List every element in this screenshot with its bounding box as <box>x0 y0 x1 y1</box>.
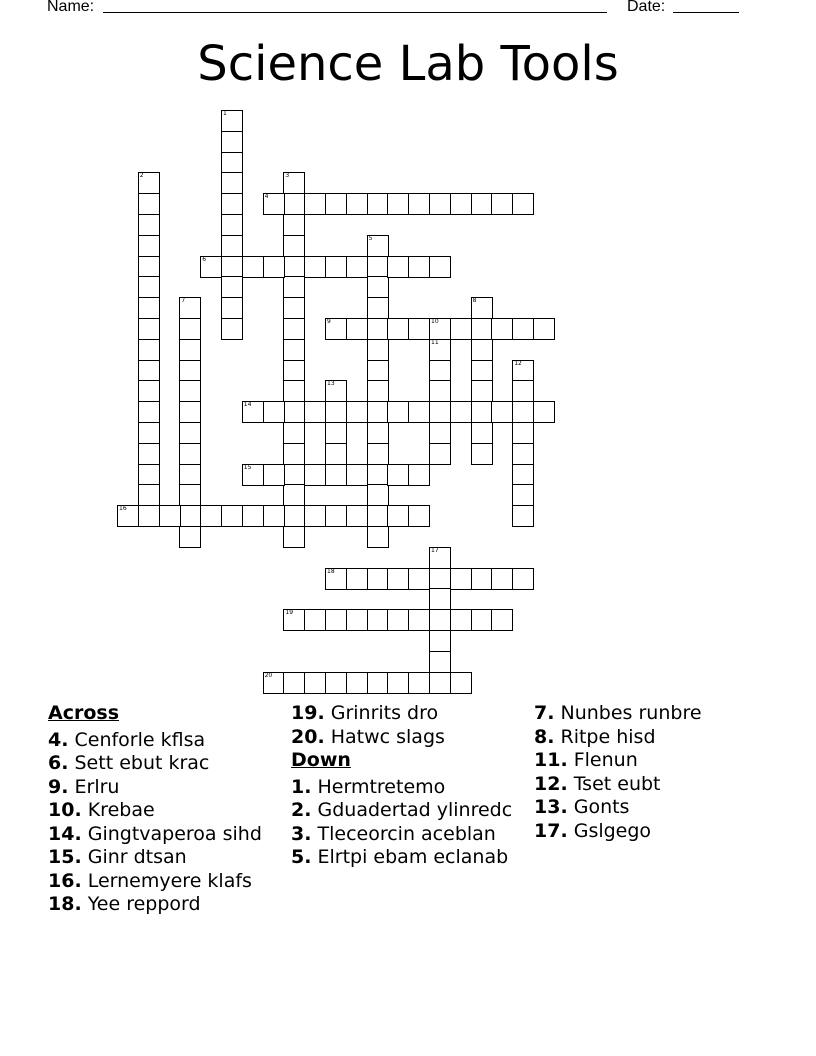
grid-cell[interactable] <box>179 339 201 361</box>
grid-cell[interactable] <box>179 505 201 527</box>
clues-column-1 <box>48 702 280 917</box>
grid-cell[interactable] <box>367 672 389 694</box>
grid-cell[interactable] <box>471 318 493 340</box>
grid-cell[interactable] <box>429 443 451 465</box>
grid-cell[interactable] <box>221 193 243 215</box>
grid-cell[interactable] <box>179 401 201 423</box>
grid-cell[interactable] <box>283 464 305 486</box>
grid-cell[interactable] <box>512 380 534 402</box>
grid-cell[interactable] <box>138 443 160 465</box>
grid-cell[interactable] <box>325 380 347 402</box>
grid-cell[interactable] <box>138 464 160 486</box>
cell-number: 6 <box>202 255 207 263</box>
clue-across-14: 14. Gingtvaperoa sihd <box>48 822 262 845</box>
grid-cell[interactable] <box>221 256 243 278</box>
grid-cell[interactable] <box>367 526 389 548</box>
clue-down-5: 5. Elrtpi ebam eclanab <box>291 846 509 868</box>
grid-cell[interactable] <box>325 464 347 486</box>
grid-cell[interactable] <box>533 401 555 423</box>
grid-cell[interactable] <box>491 609 513 631</box>
grid-cell[interactable] <box>283 172 305 194</box>
grid-cell[interactable] <box>179 422 201 444</box>
grid-cell[interactable] <box>471 422 493 444</box>
grid-cell[interactable] <box>429 318 451 340</box>
grid-cell[interactable] <box>221 318 243 340</box>
cell-number: 10 <box>431 318 439 325</box>
grid-cell[interactable] <box>471 339 493 361</box>
grid-cell[interactable] <box>367 443 389 465</box>
grid-cell[interactable] <box>179 443 201 465</box>
cell-number: 20 <box>264 671 273 679</box>
grid-cell[interactable] <box>471 609 493 631</box>
clue-down-11: 11. Flenun <box>534 749 638 771</box>
grid-cell[interactable] <box>367 422 389 444</box>
grid-cell[interactable] <box>263 256 285 278</box>
grid-cell[interactable] <box>491 568 513 590</box>
grid-cell[interactable] <box>283 193 305 215</box>
grid-cell[interactable] <box>387 193 409 215</box>
grid-cell[interactable] <box>325 256 347 278</box>
down-heading: Down <box>291 749 351 771</box>
grid-cell[interactable] <box>138 214 160 236</box>
grid-cell[interactable] <box>325 193 347 215</box>
grid-cell[interactable] <box>346 464 368 486</box>
grid-cell[interactable] <box>346 318 368 340</box>
grid-cell[interactable] <box>471 297 493 319</box>
cell-number: 18 <box>327 567 335 575</box>
clues-column-3 <box>534 702 774 843</box>
clue-down-12: 12. Tset eubt <box>534 772 661 795</box>
grid-cell[interactable] <box>221 235 243 257</box>
grid-cell[interactable] <box>283 609 305 631</box>
grid-cell[interactable] <box>179 464 201 486</box>
grid-cell[interactable] <box>283 401 305 423</box>
grid-cell[interactable] <box>138 484 160 506</box>
grid-cell[interactable] <box>304 505 326 527</box>
cell-number: 4 <box>264 193 269 201</box>
clue-down-8: 8. Ritpe hisd <box>534 725 656 748</box>
grid-cell[interactable] <box>242 256 264 278</box>
cell-number: 5 <box>368 234 373 242</box>
grid-cell[interactable] <box>512 505 534 527</box>
grid-cell[interactable] <box>283 276 305 298</box>
grid-cell[interactable] <box>408 193 430 215</box>
clue-across-20: 20. Hatwc slags <box>291 725 445 748</box>
grid-cell[interactable] <box>367 401 389 423</box>
grid-cell[interactable] <box>242 505 264 527</box>
grid-cell[interactable] <box>367 256 389 278</box>
grid-cell[interactable] <box>367 235 389 257</box>
grid-cell[interactable] <box>346 193 368 215</box>
grid-cell[interactable] <box>221 152 243 174</box>
grid-cell[interactable] <box>283 380 305 402</box>
grid-cell[interactable] <box>304 401 326 423</box>
grid-cell[interactable] <box>512 484 534 506</box>
grid-cell[interactable] <box>408 464 430 486</box>
grid-cell[interactable] <box>283 297 305 319</box>
grid-cell[interactable] <box>159 505 181 527</box>
cell-number: 16 <box>119 505 127 513</box>
cell-number: 12 <box>514 359 522 367</box>
grid-cell[interactable] <box>325 505 347 527</box>
grid-cell[interactable] <box>325 318 347 340</box>
grid-cell[interactable] <box>471 443 493 465</box>
cell-number: 9 <box>327 318 331 325</box>
grid-cell[interactable] <box>179 526 201 548</box>
cell-number: 7 <box>181 297 186 305</box>
grid-cell[interactable] <box>179 297 201 319</box>
clue-down-7: 7. Nunbes runbre <box>534 702 702 724</box>
grid-cell[interactable] <box>387 609 409 631</box>
grid-cell[interactable] <box>138 401 160 423</box>
grid-cell[interactable] <box>346 401 368 423</box>
grid-cell[interactable] <box>367 505 389 527</box>
grid-cell[interactable] <box>263 505 285 527</box>
grid-cell[interactable] <box>367 193 389 215</box>
clue-across-16: 16. Lernemyere klafs <box>48 869 252 892</box>
grid-cell[interactable] <box>367 318 389 340</box>
grid-cell[interactable] <box>138 297 160 319</box>
grid-cell[interactable] <box>179 318 201 340</box>
cell-number: 17 <box>431 546 439 554</box>
grid-cell[interactable] <box>221 276 243 298</box>
grid-cell[interactable] <box>138 276 160 298</box>
grid-cell[interactable] <box>179 380 201 402</box>
clue-across-10: 10. Krebae <box>48 799 155 821</box>
cell-number: 15 <box>243 463 252 471</box>
grid-cell[interactable] <box>387 256 409 278</box>
grid-cell[interactable] <box>367 380 389 402</box>
cell-number: 1 <box>223 110 227 117</box>
grid-cell[interactable] <box>367 464 389 486</box>
grid-cell[interactable] <box>387 568 409 590</box>
grid-cell[interactable] <box>325 401 347 423</box>
grid-cell[interactable] <box>221 214 243 236</box>
grid-cell[interactable] <box>367 568 389 590</box>
grid-cell[interactable] <box>387 672 409 694</box>
grid-cell[interactable] <box>283 672 305 694</box>
grid-cell[interactable] <box>367 360 389 382</box>
grid-cell[interactable] <box>242 401 264 423</box>
grid-cell[interactable] <box>429 568 451 590</box>
across-heading: Across <box>48 702 120 724</box>
date-label: Date: <box>627 0 666 15</box>
grid-cell[interactable] <box>367 609 389 631</box>
grid-cell[interactable] <box>283 256 305 278</box>
grid-cell[interactable] <box>117 505 139 527</box>
grid-cell[interactable] <box>138 505 160 527</box>
grid-cell[interactable] <box>263 401 285 423</box>
clue-across-19: 19. Grinrits dro <box>291 702 439 724</box>
grid-cell[interactable] <box>512 568 534 590</box>
grid-cell[interactable] <box>491 318 513 340</box>
grid-cell[interactable] <box>387 464 409 486</box>
grid-cell[interactable] <box>138 422 160 444</box>
grid-cell[interactable] <box>138 360 160 382</box>
grid-cell[interactable] <box>512 464 534 486</box>
grid-cell[interactable] <box>304 464 326 486</box>
grid-cell[interactable] <box>429 360 451 382</box>
grid-cell[interactable] <box>512 443 534 465</box>
cell-number: 2 <box>139 172 144 180</box>
grid-cell[interactable] <box>408 568 430 590</box>
grid-cell[interactable] <box>346 568 368 590</box>
grid-cell[interactable] <box>408 256 430 278</box>
name-label: Name: <box>47 0 95 15</box>
grid-cell[interactable] <box>429 256 451 278</box>
grid-cell[interactable] <box>450 318 472 340</box>
grid-cell[interactable] <box>325 672 347 694</box>
grid-cell[interactable] <box>346 609 368 631</box>
grid-cell[interactable] <box>429 422 451 444</box>
grid-cell[interactable] <box>179 484 201 506</box>
grid-cell[interactable] <box>138 193 160 215</box>
grid-cell[interactable] <box>450 672 472 694</box>
grid-cell[interactable] <box>429 630 451 652</box>
grid-cell[interactable] <box>325 443 347 465</box>
grid-cell[interactable] <box>283 360 305 382</box>
grid-cell[interactable] <box>221 131 243 153</box>
clue-down-2: 2. Gduadertad ylinredc <box>291 799 513 821</box>
grid-cell[interactable] <box>346 505 368 527</box>
grid-cell[interactable] <box>138 256 160 278</box>
clue-down-17: 17. Gslgego <box>534 819 652 842</box>
grid-cell[interactable] <box>283 443 305 465</box>
grid-cell[interactable] <box>138 235 160 257</box>
grid-cell[interactable] <box>283 526 305 548</box>
grid-cell[interactable] <box>471 380 493 402</box>
grid-cell[interactable] <box>367 339 389 361</box>
grid-cell[interactable] <box>450 568 472 590</box>
grid-cell[interactable] <box>450 193 472 215</box>
grid-cell[interactable] <box>304 609 326 631</box>
grid-cell[interactable] <box>138 339 160 361</box>
grid-cell[interactable] <box>138 172 160 194</box>
grid-cell[interactable] <box>512 318 534 340</box>
clue-across-6: 6. Sett ebut krac <box>48 752 210 774</box>
grid-cell[interactable] <box>471 193 493 215</box>
clue-down-13: 13. Gonts <box>534 796 630 818</box>
grid-cell[interactable] <box>387 505 409 527</box>
grid-cell[interactable] <box>138 318 160 340</box>
grid-cell[interactable] <box>429 401 451 423</box>
clue-down-3: 3. Tleceorcin aceblan <box>291 822 496 845</box>
grid-cell[interactable] <box>408 672 430 694</box>
grid-cell[interactable] <box>367 297 389 319</box>
cell-number: 14 <box>243 401 252 409</box>
grid-cell[interactable] <box>408 609 430 631</box>
grid-cell[interactable] <box>346 672 368 694</box>
grid-cell[interactable] <box>491 193 513 215</box>
grid-cell[interactable] <box>325 568 347 590</box>
grid-cell[interactable] <box>283 318 305 340</box>
grid-cell[interactable] <box>242 464 264 486</box>
grid-cell[interactable] <box>512 360 534 382</box>
grid-cell[interactable] <box>283 505 305 527</box>
grid-cell[interactable] <box>471 401 493 423</box>
grid-cell[interactable] <box>429 380 451 402</box>
grid-cell[interactable] <box>221 110 243 132</box>
clue-across-18: 18. Yee reppord <box>48 893 201 915</box>
grid-cell[interactable] <box>429 651 451 673</box>
grid-cell[interactable] <box>200 256 222 278</box>
grid-cell[interactable] <box>138 380 160 402</box>
grid-cell[interactable] <box>367 484 389 506</box>
clue-down-1: 1. Hermtretemo <box>291 775 446 798</box>
grid-cell[interactable] <box>325 609 347 631</box>
cell-number: 13 <box>327 380 335 388</box>
grid-cell[interactable] <box>304 672 326 694</box>
grid-cell[interactable] <box>387 318 409 340</box>
grid-cell[interactable] <box>221 172 243 194</box>
grid-cell[interactable] <box>429 193 451 215</box>
grid-cell[interactable] <box>408 401 430 423</box>
clue-across-4: 4. Cenforle kflsa <box>48 728 206 751</box>
grid-cell[interactable] <box>304 256 326 278</box>
grid-cell[interactable] <box>429 339 451 361</box>
grid-cell[interactable] <box>221 297 243 319</box>
clue-across-9: 9. Erlru <box>48 775 120 798</box>
grid-cell[interactable] <box>429 672 451 694</box>
grid-cell[interactable] <box>283 235 305 257</box>
cell-number: 11 <box>431 338 439 346</box>
grid-cell[interactable] <box>408 318 430 340</box>
grid-cell[interactable] <box>200 505 222 527</box>
grid-cell[interactable] <box>346 256 368 278</box>
grid-cell[interactable] <box>283 422 305 444</box>
cell-number: 19 <box>285 609 294 617</box>
cell-number: 8 <box>472 297 477 305</box>
grid-cell[interactable] <box>263 193 285 215</box>
grid-cell[interactable] <box>471 568 493 590</box>
page-title: Science Lab Tools <box>197 36 619 92</box>
grid-cell[interactable] <box>429 609 451 631</box>
grid-cell[interactable] <box>387 401 409 423</box>
grid-cell[interactable] <box>263 464 285 486</box>
grid-cell[interactable] <box>533 318 555 340</box>
grid-cell[interactable] <box>283 214 305 236</box>
grid-cell[interactable] <box>471 360 493 382</box>
grid-cell[interactable] <box>512 422 534 444</box>
clues-column-2 <box>291 702 521 870</box>
grid-cell[interactable] <box>179 360 201 382</box>
grid-cell[interactable] <box>450 609 472 631</box>
grid-cell[interactable] <box>429 588 451 610</box>
grid-cell[interactable] <box>304 193 326 215</box>
grid-cell[interactable] <box>221 505 243 527</box>
grid-cell[interactable] <box>512 401 534 423</box>
grid-cell[interactable] <box>283 484 305 506</box>
grid-cell[interactable] <box>512 193 534 215</box>
grid-cell[interactable] <box>450 401 472 423</box>
grid-cell[interactable] <box>283 339 305 361</box>
grid-cell[interactable] <box>367 276 389 298</box>
grid-cell[interactable] <box>325 422 347 444</box>
grid-cell[interactable] <box>263 672 285 694</box>
grid-cell[interactable] <box>429 547 451 569</box>
clue-across-15: 15. Ginr dtsan <box>48 846 187 868</box>
cell-number: 3 <box>285 172 290 180</box>
grid-cell[interactable] <box>408 505 430 527</box>
grid-cell[interactable] <box>491 401 513 423</box>
